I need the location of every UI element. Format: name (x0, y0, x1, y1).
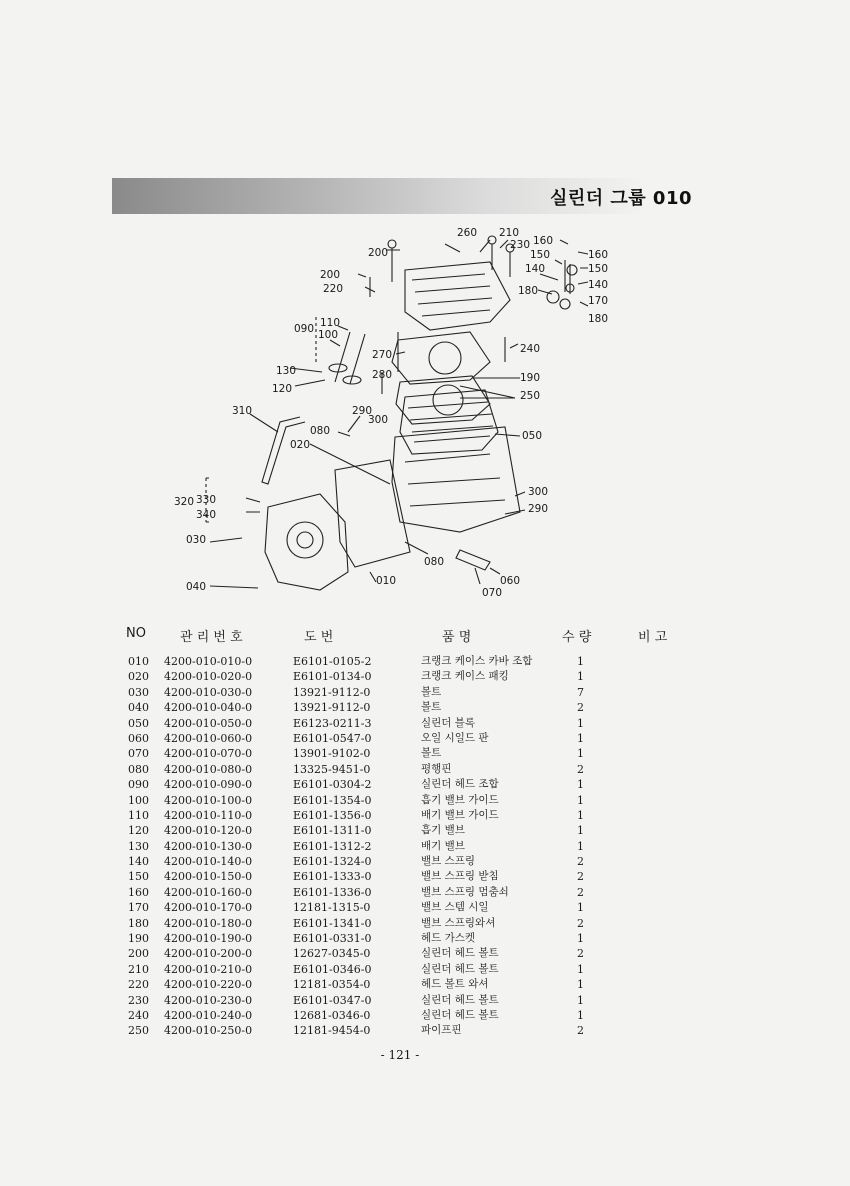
callout-label: 140 (588, 279, 609, 291)
callout-label: 220 (323, 283, 344, 295)
drawing-number: E6101-0331-0 (293, 932, 372, 946)
engine-exploded-view (160, 222, 640, 602)
quantity: 2 (577, 916, 584, 930)
callout-label: 120 (272, 383, 293, 395)
part-no: 180 (128, 916, 149, 930)
callout-label: 100 (318, 329, 339, 341)
part-no: 150 (128, 870, 149, 884)
exploded-parts-diagram (160, 222, 640, 602)
quantity: 1 (577, 901, 584, 915)
quantity: 2 (577, 762, 584, 776)
part-code: 4200-010-120-0 (164, 824, 253, 838)
part-name: 헤드 볼트 와셔 (421, 978, 489, 991)
callout-label: 180 (518, 285, 539, 297)
drawing-number: E6101-1356-0 (293, 808, 372, 822)
callout-label: 080 (310, 425, 331, 437)
part-name: 실린더 헤드 볼트 (421, 993, 499, 1006)
part-name: 크랭크 케이스 패킹 (421, 670, 509, 683)
table-row (120, 916, 720, 931)
callout-label: 030 (186, 534, 207, 546)
callout-label: 330 (196, 494, 217, 506)
part-no: 190 (128, 932, 149, 946)
table-row (120, 900, 720, 915)
part-code: 4200-010-170-0 (164, 901, 253, 915)
callout-label: 300 (368, 414, 389, 426)
drawing-number: 12681-0346-0 (293, 1008, 371, 1022)
drawing-number: 12181-1315-0 (293, 901, 371, 915)
quantity: 1 (577, 655, 584, 668)
table-row (120, 777, 720, 792)
part-name: 실린더 헤드 볼트 (421, 962, 499, 975)
part-no: 250 (128, 1024, 149, 1038)
quantity: 1 (577, 1008, 584, 1022)
part-code: 4200-010-050-0 (164, 716, 253, 730)
table-row (120, 931, 720, 946)
drawing-number: E6101-1324-0 (293, 855, 372, 869)
table-row (120, 839, 720, 854)
callout-label: 250 (520, 390, 541, 402)
quantity: 1 (577, 731, 584, 745)
callout-label: 090 (294, 323, 315, 335)
table-row (120, 793, 720, 808)
header-qty: 수 량 (562, 630, 592, 645)
part-no: 170 (128, 901, 149, 915)
callout-label: 290 (352, 405, 373, 417)
part-no: 120 (128, 824, 149, 838)
callout-label: 320 (174, 496, 195, 508)
drawing-number: E6101-1341-0 (293, 916, 372, 930)
callout-label: 300 (528, 486, 549, 498)
drawing-number: E6101-0347-0 (293, 993, 372, 1007)
part-no: 200 (128, 947, 149, 961)
part-code: 4200-010-160-0 (164, 885, 253, 899)
part-name: 흡기 밸브 가이드 (421, 793, 499, 806)
part-no: 020 (128, 670, 149, 684)
part-no: 070 (128, 747, 149, 761)
callout-label: 140 (525, 263, 546, 275)
part-no: 030 (128, 685, 149, 699)
parts-table-header (120, 626, 700, 646)
part-code: 4200-010-130-0 (164, 839, 253, 853)
drawing-number: E6101-1311-0 (293, 824, 372, 838)
drawing-number: 12181-0354-0 (293, 978, 371, 992)
part-name: 밸브 스프링 (421, 855, 476, 868)
quantity: 1 (577, 993, 584, 1007)
part-name: 볼트 (421, 747, 442, 760)
callout-label: 240 (520, 343, 541, 355)
callout-label: 260 (457, 227, 478, 239)
quantity: 2 (577, 870, 584, 884)
callout-label: 060 (500, 575, 521, 587)
part-code: 4200-010-070-0 (164, 747, 253, 761)
part-name: 오일 시일드 판 (421, 731, 489, 744)
part-code: 4200-010-140-0 (164, 855, 253, 869)
drawing-number: 12627-0345-0 (293, 947, 371, 961)
part-name: 실린더 헤드 볼트 (421, 947, 499, 960)
table-row (120, 1023, 720, 1038)
part-name: 실린더 블록 (421, 716, 476, 729)
quantity: 2 (577, 855, 584, 869)
drawing-number: E6101-0134-0 (293, 670, 372, 684)
quantity: 7 (577, 685, 584, 699)
part-code: 4200-010-010-0 (164, 655, 253, 668)
drawing-number: E6101-1354-0 (293, 793, 372, 807)
callout-label: 050 (522, 430, 543, 442)
part-name: 밸브 스프링 받침 (421, 870, 499, 883)
quantity: 1 (577, 716, 584, 730)
part-name: 볼트 (421, 701, 442, 714)
table-row (120, 885, 720, 900)
part-code: 4200-010-240-0 (164, 1008, 253, 1022)
part-name: 흡기 밸브 (421, 824, 465, 837)
drawing-number: E6101-0105-2 (293, 655, 372, 668)
callout-label: 150 (588, 263, 609, 275)
table-row (120, 946, 720, 961)
callout-label: 180 (588, 313, 609, 325)
page-number: - 121 - (380, 1048, 420, 1062)
callout-label: 160 (588, 249, 609, 261)
drawing-number: E6101-1312-2 (293, 839, 372, 853)
part-no: 230 (128, 993, 149, 1007)
header-no: NO (126, 626, 146, 641)
part-no: 130 (128, 839, 149, 853)
drawing-number: 13901-9102-0 (293, 747, 371, 761)
part-code: 4200-010-040-0 (164, 701, 253, 715)
part-name: 볼트 (421, 685, 442, 698)
callout-label: 280 (372, 369, 393, 381)
part-no: 160 (128, 885, 149, 899)
quantity: 1 (577, 778, 584, 792)
callout-label: 310 (232, 405, 253, 417)
quantity: 2 (577, 947, 584, 961)
part-code: 4200-010-060-0 (164, 731, 253, 745)
part-code: 4200-010-220-0 (164, 978, 253, 992)
drawing-number: 13921-9112-0 (293, 701, 371, 715)
quantity: 2 (577, 1024, 584, 1038)
part-no: 060 (128, 731, 149, 745)
part-code: 4200-010-200-0 (164, 947, 253, 961)
table-row (120, 716, 720, 731)
callout-label: 270 (372, 349, 393, 361)
quantity: 1 (577, 932, 584, 946)
part-code: 4200-010-110-0 (164, 808, 253, 822)
callout-label: 340 (196, 509, 217, 521)
part-no: 210 (128, 962, 149, 976)
part-code: 4200-010-100-0 (164, 793, 253, 807)
callout-label: 010 (376, 575, 397, 587)
table-row (120, 808, 720, 823)
part-name: 평행핀 (421, 762, 452, 775)
table-row (120, 854, 720, 869)
table-row (120, 869, 720, 884)
callout-label: 070 (482, 587, 503, 599)
part-name: 밸브 스프링와셔 (421, 916, 496, 929)
part-no: 220 (128, 978, 149, 992)
callout-label: 200 (320, 269, 341, 281)
part-no: 140 (128, 855, 149, 869)
quantity: 2 (577, 885, 584, 899)
part-name: 실린더 헤드 볼트 (421, 1008, 499, 1021)
part-code: 4200-010-150-0 (164, 870, 253, 884)
table-row (120, 746, 720, 761)
part-no: 050 (128, 716, 149, 730)
callout-label: 110 (320, 317, 341, 329)
parts-table-body (120, 654, 720, 1039)
callout-label: 130 (276, 365, 297, 377)
part-code: 4200-010-250-0 (164, 1024, 253, 1038)
table-row (120, 654, 720, 669)
table-row (120, 823, 720, 838)
callout-label: 210 (499, 227, 520, 239)
drawing-number: E6101-1336-0 (293, 885, 372, 899)
table-row (120, 685, 720, 700)
header-drawing: 도 번 (304, 630, 334, 645)
part-no: 090 (128, 778, 149, 792)
table-row (120, 700, 720, 715)
part-code: 4200-010-020-0 (164, 670, 253, 684)
part-no: 080 (128, 762, 149, 776)
callout-label: 290 (528, 503, 549, 515)
part-no: 100 (128, 793, 149, 807)
quantity: 1 (577, 978, 584, 992)
callout-label: 170 (588, 295, 609, 307)
part-name: 크랭크 케이스 카바 조합 (421, 655, 533, 667)
quantity: 1 (577, 824, 584, 838)
callout-label: 160 (533, 235, 554, 247)
quantity: 1 (577, 670, 584, 684)
drawing-number: 12181-9454-0 (293, 1024, 371, 1038)
drawing-number: E6123-0211-3 (293, 716, 372, 730)
header-name: 품 명 (442, 630, 472, 645)
part-name: 밸브 스프링 멈춤쇠 (421, 885, 509, 898)
table-row (120, 1008, 720, 1023)
callout-label: 190 (520, 372, 541, 384)
drawing-number: 13325-9451-0 (293, 762, 371, 776)
part-name: 실린더 헤드 조합 (421, 778, 499, 791)
quantity: 1 (577, 808, 584, 822)
drawing-number: E6101-0547-0 (293, 731, 372, 745)
quantity: 2 (577, 701, 584, 715)
part-code: 4200-010-190-0 (164, 932, 253, 946)
part-code: 4200-010-030-0 (164, 685, 253, 699)
part-code: 4200-010-080-0 (164, 762, 253, 776)
part-no: 040 (128, 701, 149, 715)
quantity: 1 (577, 839, 584, 853)
drawing-number: E6101-1333-0 (293, 870, 372, 884)
part-no: 010 (128, 655, 149, 668)
part-code: 4200-010-090-0 (164, 778, 253, 792)
part-code: 4200-010-180-0 (164, 916, 253, 930)
table-row (120, 977, 720, 992)
table-row (120, 962, 720, 977)
drawing-number: E6101-0304-2 (293, 778, 372, 792)
callout-label: 020 (290, 439, 311, 451)
quantity: 1 (577, 793, 584, 807)
page-title: 실린더 그룹 010 (549, 188, 692, 209)
callout-label: 200 (368, 247, 389, 259)
callout-label: 080 (424, 556, 445, 568)
drawing-number: E6101-0346-0 (293, 962, 372, 976)
table-row (120, 669, 720, 684)
quantity: 1 (577, 747, 584, 761)
part-name: 파이프핀 (421, 1024, 462, 1037)
callout-label: 230 (510, 239, 531, 251)
table-row (120, 993, 720, 1008)
header-code: 관 리 번 호 (180, 630, 243, 645)
table-row (120, 762, 720, 777)
callout-label: 040 (186, 581, 207, 593)
part-code: 4200-010-210-0 (164, 962, 253, 976)
part-name: 배기 밸브 가이드 (421, 808, 499, 821)
drawing-number: 13921-9112-0 (293, 685, 371, 699)
part-no: 240 (128, 1008, 149, 1022)
header-note: 비 고 (638, 630, 668, 645)
quantity: 1 (577, 962, 584, 976)
part-no: 110 (128, 808, 149, 822)
part-code: 4200-010-230-0 (164, 993, 253, 1007)
table-row (120, 731, 720, 746)
part-name: 헤드 가스켓 (421, 932, 476, 945)
part-name: 밸브 스템 시일 (421, 901, 489, 914)
callout-label: 150 (530, 249, 551, 261)
part-name: 배기 밸브 (421, 839, 465, 852)
